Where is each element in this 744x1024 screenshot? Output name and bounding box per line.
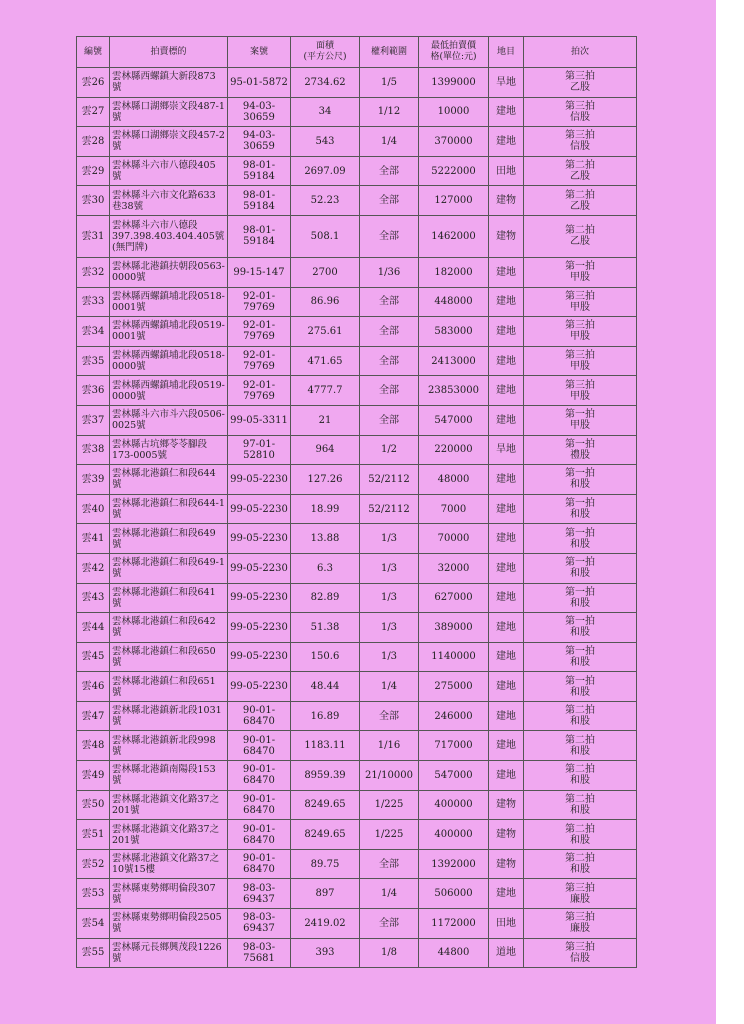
cell-price: 1172000 xyxy=(419,909,489,939)
cell-share: 1/3 xyxy=(360,642,419,672)
cell-land: 建地 xyxy=(489,701,524,731)
cell-case: 92-01-79769 xyxy=(228,376,291,406)
cell-price: 389000 xyxy=(419,613,489,643)
cell-target: 雲林縣北港鎮仁和段651號 xyxy=(110,672,228,702)
cell-area: 508.1 xyxy=(291,215,360,257)
cell-round: 第二拍 和股 xyxy=(524,761,637,791)
cell-price: 448000 xyxy=(419,287,489,317)
cell-area: 127.26 xyxy=(291,465,360,495)
auction-table xyxy=(76,36,637,968)
cell-share: 全部 xyxy=(360,287,419,317)
table-row xyxy=(77,938,637,968)
cell-share: 全部 xyxy=(360,156,419,186)
cell-case: 99-05-2230 xyxy=(228,583,291,613)
cell-no: 雲34 xyxy=(77,317,110,347)
cell-area: 51.38 xyxy=(291,613,360,643)
cell-price: 1140000 xyxy=(419,642,489,672)
cell-land: 建物 xyxy=(489,790,524,820)
cell-share: 全部 xyxy=(360,701,419,731)
cell-no: 雲38 xyxy=(77,435,110,465)
cell-area: 471.65 xyxy=(291,346,360,376)
cell-area: 8959.39 xyxy=(291,761,360,791)
cell-area: 82.89 xyxy=(291,583,360,613)
cell-round: 第三拍 甲股 xyxy=(524,346,637,376)
cell-round: 第一拍 甲股 xyxy=(524,405,637,435)
cell-area: 52.23 xyxy=(291,186,360,216)
cell-area: 2734.62 xyxy=(291,68,360,98)
cell-price: 583000 xyxy=(419,317,489,347)
cell-case: 94-03-30659 xyxy=(228,97,291,127)
cell-no: 雲27 xyxy=(77,97,110,127)
table-row xyxy=(77,215,637,257)
cell-case: 92-01-79769 xyxy=(228,346,291,376)
cell-case: 99-05-2230 xyxy=(228,672,291,702)
cell-no: 雲52 xyxy=(77,849,110,879)
table-row xyxy=(77,257,637,287)
cell-share: 1/2 xyxy=(360,435,419,465)
cell-price: 70000 xyxy=(419,524,489,554)
table-row xyxy=(77,524,637,554)
cell-share: 全部 xyxy=(360,215,419,257)
cell-area: 8249.65 xyxy=(291,820,360,850)
cell-no: 雲43 xyxy=(77,583,110,613)
cell-area: 2697.09 xyxy=(291,156,360,186)
cell-land: 建地 xyxy=(489,97,524,127)
cell-land: 建地 xyxy=(489,761,524,791)
cell-area: 543 xyxy=(291,127,360,157)
cell-no: 雲33 xyxy=(77,287,110,317)
cell-case: 99-05-2230 xyxy=(228,524,291,554)
cell-target: 雲林縣北港鎮新北段1031號 xyxy=(110,701,228,731)
cell-land: 田地 xyxy=(489,156,524,186)
table-row xyxy=(77,672,637,702)
cell-price: 547000 xyxy=(419,761,489,791)
cell-target: 雲林縣斗六市八德段397.398.403.404.405號(無門牌) xyxy=(110,215,228,257)
cell-target: 雲林縣斗六市文化路633巷38號 xyxy=(110,186,228,216)
col-header-area: 面積 (平方公尺) xyxy=(291,37,360,68)
cell-round: 第一拍 和股 xyxy=(524,465,637,495)
cell-share: 1/225 xyxy=(360,790,419,820)
cell-land: 建地 xyxy=(489,731,524,761)
cell-round: 第三拍 信股 xyxy=(524,97,637,127)
table-row xyxy=(77,583,637,613)
cell-case: 98-03-69437 xyxy=(228,909,291,939)
cell-share: 全部 xyxy=(360,317,419,347)
cell-target: 雲林縣北港鎮仁和段644號 xyxy=(110,465,228,495)
cell-round: 第三拍 甲股 xyxy=(524,376,637,406)
cell-price: 370000 xyxy=(419,127,489,157)
cell-land: 道地 xyxy=(489,938,524,968)
cell-case: 92-01-79769 xyxy=(228,287,291,317)
cell-share: 1/3 xyxy=(360,613,419,643)
col-header-target: 拍賣標的 xyxy=(110,37,228,68)
cell-round: 第一拍 和股 xyxy=(524,613,637,643)
cell-round: 第二拍 和股 xyxy=(524,849,637,879)
cell-round: 第一拍 禮股 xyxy=(524,435,637,465)
cell-land: 建物 xyxy=(489,820,524,850)
cell-round: 第一拍 和股 xyxy=(524,642,637,672)
cell-case: 99-15-147 xyxy=(228,257,291,287)
cell-case: 92-01-79769 xyxy=(228,317,291,347)
cell-round: 第二拍 和股 xyxy=(524,820,637,850)
cell-no: 雲50 xyxy=(77,790,110,820)
cell-price: 547000 xyxy=(419,405,489,435)
cell-share: 1/12 xyxy=(360,97,419,127)
cell-round: 第一拍 和股 xyxy=(524,524,637,554)
cell-round: 第三拍 乙股 xyxy=(524,68,637,98)
cell-case: 98-01-59184 xyxy=(228,186,291,216)
cell-round: 第三拍 信股 xyxy=(524,938,637,968)
cell-price: 220000 xyxy=(419,435,489,465)
cell-price: 1392000 xyxy=(419,849,489,879)
cell-case: 90-01-68470 xyxy=(228,761,291,791)
table-row xyxy=(77,376,637,406)
cell-target: 雲林縣西螺鎮大新段873號 xyxy=(110,68,228,98)
cell-land: 建地 xyxy=(489,465,524,495)
cell-area: 18.99 xyxy=(291,494,360,524)
cell-land: 建地 xyxy=(489,376,524,406)
cell-price: 48000 xyxy=(419,465,489,495)
table-row xyxy=(77,156,637,186)
cell-case: 99-05-2230 xyxy=(228,642,291,672)
cell-case: 97-01-52810 xyxy=(228,435,291,465)
cell-area: 275.61 xyxy=(291,317,360,347)
cell-round: 第一拍 甲股 xyxy=(524,257,637,287)
table-row xyxy=(77,127,637,157)
cell-land: 建物 xyxy=(489,215,524,257)
cell-case: 99-05-2230 xyxy=(228,553,291,583)
cell-share: 全部 xyxy=(360,849,419,879)
cell-no: 雲35 xyxy=(77,346,110,376)
cell-share: 1/3 xyxy=(360,583,419,613)
cell-target: 雲林縣北港鎮仁和段649-1號 xyxy=(110,553,228,583)
cell-price: 32000 xyxy=(419,553,489,583)
cell-share: 全部 xyxy=(360,346,419,376)
cell-case: 98-01-59184 xyxy=(228,156,291,186)
cell-price: 10000 xyxy=(419,97,489,127)
cell-land: 建地 xyxy=(489,524,524,554)
cell-land: 建地 xyxy=(489,672,524,702)
cell-share: 1/8 xyxy=(360,938,419,968)
cell-price: 400000 xyxy=(419,820,489,850)
cell-no: 雲42 xyxy=(77,553,110,583)
cell-case: 99-05-3311 xyxy=(228,405,291,435)
cell-price: 400000 xyxy=(419,790,489,820)
cell-case: 99-05-2230 xyxy=(228,613,291,643)
cell-round: 第一拍 和股 xyxy=(524,494,637,524)
table-row xyxy=(77,287,637,317)
cell-target: 雲林縣西螺鎮埔北段0519-0001號 xyxy=(110,317,228,347)
cell-no: 雲28 xyxy=(77,127,110,157)
table-row xyxy=(77,68,637,98)
cell-case: 98-03-75681 xyxy=(228,938,291,968)
cell-area: 8249.65 xyxy=(291,790,360,820)
cell-share: 全部 xyxy=(360,909,419,939)
cell-case: 90-01-68470 xyxy=(228,790,291,820)
cell-price: 275000 xyxy=(419,672,489,702)
cell-land: 建地 xyxy=(489,642,524,672)
cell-area: 21 xyxy=(291,405,360,435)
cell-share: 21/10000 xyxy=(360,761,419,791)
cell-target: 雲林縣口湖鄉崇文段487-1號 xyxy=(110,97,228,127)
cell-share: 1/4 xyxy=(360,127,419,157)
cell-share: 1/36 xyxy=(360,257,419,287)
cell-round: 第三拍 甲股 xyxy=(524,317,637,347)
cell-share: 1/16 xyxy=(360,731,419,761)
scan-edge xyxy=(716,0,744,1024)
cell-case: 99-05-2230 xyxy=(228,494,291,524)
cell-price: 182000 xyxy=(419,257,489,287)
cell-share: 52/2112 xyxy=(360,465,419,495)
header-row xyxy=(77,37,637,68)
table-row xyxy=(77,879,637,909)
cell-target: 雲林縣北港鎮仁和段649號 xyxy=(110,524,228,554)
cell-price: 44800 xyxy=(419,938,489,968)
cell-target: 雲林縣北港鎮仁和段644-1號 xyxy=(110,494,228,524)
table-row xyxy=(77,790,637,820)
table-row xyxy=(77,849,637,879)
cell-price: 127000 xyxy=(419,186,489,216)
cell-area: 150.6 xyxy=(291,642,360,672)
table-row xyxy=(77,613,637,643)
cell-land: 建物 xyxy=(489,186,524,216)
table-row xyxy=(77,761,637,791)
cell-area: 86.96 xyxy=(291,287,360,317)
cell-target: 雲林縣北港鎮仁和段641號 xyxy=(110,583,228,613)
table-row xyxy=(77,317,637,347)
cell-round: 第三拍 廉股 xyxy=(524,909,637,939)
table-row xyxy=(77,731,637,761)
table-row xyxy=(77,186,637,216)
cell-target: 雲林縣西螺鎮埔北段0518-0001號 xyxy=(110,287,228,317)
cell-share: 全部 xyxy=(360,186,419,216)
cell-area: 964 xyxy=(291,435,360,465)
cell-round: 第三拍 廉股 xyxy=(524,879,637,909)
cell-no: 雲55 xyxy=(77,938,110,968)
cell-case: 95-01-5872 xyxy=(228,68,291,98)
col-header-price: 最低拍賣價 格(單位:元) xyxy=(419,37,489,68)
cell-share: 1/4 xyxy=(360,879,419,909)
cell-share: 全部 xyxy=(360,376,419,406)
cell-no: 雲26 xyxy=(77,68,110,98)
col-header-share: 權利範圍 xyxy=(360,37,419,68)
cell-area: 89.75 xyxy=(291,849,360,879)
cell-target: 雲林縣東勢鄉明倫段2505號 xyxy=(110,909,228,939)
cell-target: 雲林縣北港鎮文化路37之10號15樓 xyxy=(110,849,228,879)
table-row xyxy=(77,405,637,435)
table-row xyxy=(77,465,637,495)
table-row xyxy=(77,435,637,465)
cell-area: 6.3 xyxy=(291,553,360,583)
cell-no: 雲49 xyxy=(77,761,110,791)
cell-no: 雲40 xyxy=(77,494,110,524)
cell-case: 98-01-59184 xyxy=(228,215,291,257)
cell-no: 雲30 xyxy=(77,186,110,216)
cell-share: 1/5 xyxy=(360,68,419,98)
cell-no: 雲37 xyxy=(77,405,110,435)
col-header-land: 地目 xyxy=(489,37,524,68)
cell-price: 627000 xyxy=(419,583,489,613)
cell-round: 第二拍 和股 xyxy=(524,790,637,820)
cell-case: 94-03-30659 xyxy=(228,127,291,157)
col-header-round: 拍次 xyxy=(524,37,637,68)
table-row xyxy=(77,346,637,376)
cell-no: 雲45 xyxy=(77,642,110,672)
cell-land: 建地 xyxy=(489,346,524,376)
col-header-case: 案號 xyxy=(228,37,291,68)
cell-target: 雲林縣西螺鎮埔北段0519-0000號 xyxy=(110,376,228,406)
cell-price: 23853000 xyxy=(419,376,489,406)
cell-land: 建地 xyxy=(489,287,524,317)
cell-target: 雲林縣西螺鎮埔北段0518-0000號 xyxy=(110,346,228,376)
cell-land: 建地 xyxy=(489,553,524,583)
cell-price: 2413000 xyxy=(419,346,489,376)
cell-share: 1/3 xyxy=(360,524,419,554)
cell-no: 雲53 xyxy=(77,879,110,909)
cell-case: 90-01-68470 xyxy=(228,731,291,761)
cell-land: 田地 xyxy=(489,909,524,939)
cell-round: 第二拍 乙股 xyxy=(524,156,637,186)
cell-no: 雲39 xyxy=(77,465,110,495)
cell-price: 7000 xyxy=(419,494,489,524)
cell-target: 雲林縣北港鎮仁和段642號 xyxy=(110,613,228,643)
cell-round: 第一拍 和股 xyxy=(524,583,637,613)
cell-case: 90-01-68470 xyxy=(228,701,291,731)
cell-target: 雲林縣口湖鄉崇文段457-2號 xyxy=(110,127,228,157)
cell-area: 393 xyxy=(291,938,360,968)
cell-land: 建地 xyxy=(489,583,524,613)
cell-land: 建地 xyxy=(489,257,524,287)
cell-target: 雲林縣北港鎮文化路37之201號 xyxy=(110,820,228,850)
cell-target: 雲林縣元長鄉興茂段1226號 xyxy=(110,938,228,968)
cell-no: 雲54 xyxy=(77,909,110,939)
cell-share: 1/3 xyxy=(360,553,419,583)
cell-land: 旱地 xyxy=(489,68,524,98)
cell-round: 第二拍 和股 xyxy=(524,731,637,761)
cell-price: 717000 xyxy=(419,731,489,761)
cell-no: 雲32 xyxy=(77,257,110,287)
cell-area: 897 xyxy=(291,879,360,909)
cell-round: 第一拍 和股 xyxy=(524,553,637,583)
cell-no: 雲51 xyxy=(77,820,110,850)
cell-area: 2419.02 xyxy=(291,909,360,939)
cell-no: 雲41 xyxy=(77,524,110,554)
cell-no: 雲44 xyxy=(77,613,110,643)
cell-area: 48.44 xyxy=(291,672,360,702)
cell-no: 雲36 xyxy=(77,376,110,406)
table-row xyxy=(77,820,637,850)
table-row xyxy=(77,97,637,127)
cell-target: 雲林縣斗六市斗六段0506-0025號 xyxy=(110,405,228,435)
cell-share: 52/2112 xyxy=(360,494,419,524)
cell-land: 建地 xyxy=(489,879,524,909)
cell-land: 建地 xyxy=(489,127,524,157)
cell-target: 雲林縣北港鎮南陽段153號 xyxy=(110,761,228,791)
cell-round: 第二拍 乙股 xyxy=(524,215,637,257)
cell-case: 99-05-2230 xyxy=(228,465,291,495)
cell-price: 246000 xyxy=(419,701,489,731)
cell-area: 1183.11 xyxy=(291,731,360,761)
cell-target: 雲林縣北港鎮新北段998號 xyxy=(110,731,228,761)
cell-land: 建物 xyxy=(489,849,524,879)
table-row xyxy=(77,642,637,672)
cell-round: 第三拍 甲股 xyxy=(524,287,637,317)
cell-land: 建地 xyxy=(489,494,524,524)
cell-round: 第二拍 和股 xyxy=(524,701,637,731)
cell-share: 全部 xyxy=(360,405,419,435)
cell-target: 雲林縣北港鎮扶朝段0563-0000號 xyxy=(110,257,228,287)
table-row xyxy=(77,494,637,524)
cell-area: 34 xyxy=(291,97,360,127)
cell-price: 1462000 xyxy=(419,215,489,257)
cell-no: 雲29 xyxy=(77,156,110,186)
cell-area: 16.89 xyxy=(291,701,360,731)
cell-area: 13.88 xyxy=(291,524,360,554)
cell-case: 90-01-68470 xyxy=(228,820,291,850)
cell-share: 1/4 xyxy=(360,672,419,702)
cell-target: 雲林縣古坑鄉苓苓腳段173-0005號 xyxy=(110,435,228,465)
cell-no: 雲31 xyxy=(77,215,110,257)
cell-land: 建地 xyxy=(489,405,524,435)
cell-target: 雲林縣北港鎮仁和段650號 xyxy=(110,642,228,672)
cell-share: 1/225 xyxy=(360,820,419,850)
cell-no: 雲47 xyxy=(77,701,110,731)
cell-target: 雲林縣東勢鄉明倫段307號 xyxy=(110,879,228,909)
col-header-no: 編號 xyxy=(77,37,110,68)
table-row xyxy=(77,909,637,939)
cell-price: 1399000 xyxy=(419,68,489,98)
cell-case: 98-03-69437 xyxy=(228,879,291,909)
cell-no: 雲48 xyxy=(77,731,110,761)
cell-round: 第三拍 信股 xyxy=(524,127,637,157)
cell-no: 雲46 xyxy=(77,672,110,702)
cell-land: 建地 xyxy=(489,317,524,347)
table-row xyxy=(77,553,637,583)
table-row xyxy=(77,701,637,731)
cell-price: 5222000 xyxy=(419,156,489,186)
cell-area: 2700 xyxy=(291,257,360,287)
cell-round: 第二拍 乙股 xyxy=(524,186,637,216)
cell-land: 建地 xyxy=(489,613,524,643)
cell-price: 506000 xyxy=(419,879,489,909)
cell-area: 4777.7 xyxy=(291,376,360,406)
cell-target: 雲林縣斗六市八德段405號 xyxy=(110,156,228,186)
cell-round: 第一拍 和股 xyxy=(524,672,637,702)
cell-target: 雲林縣北港鎮文化路37之201號 xyxy=(110,790,228,820)
cell-case: 90-01-68470 xyxy=(228,849,291,879)
cell-land: 旱地 xyxy=(489,435,524,465)
